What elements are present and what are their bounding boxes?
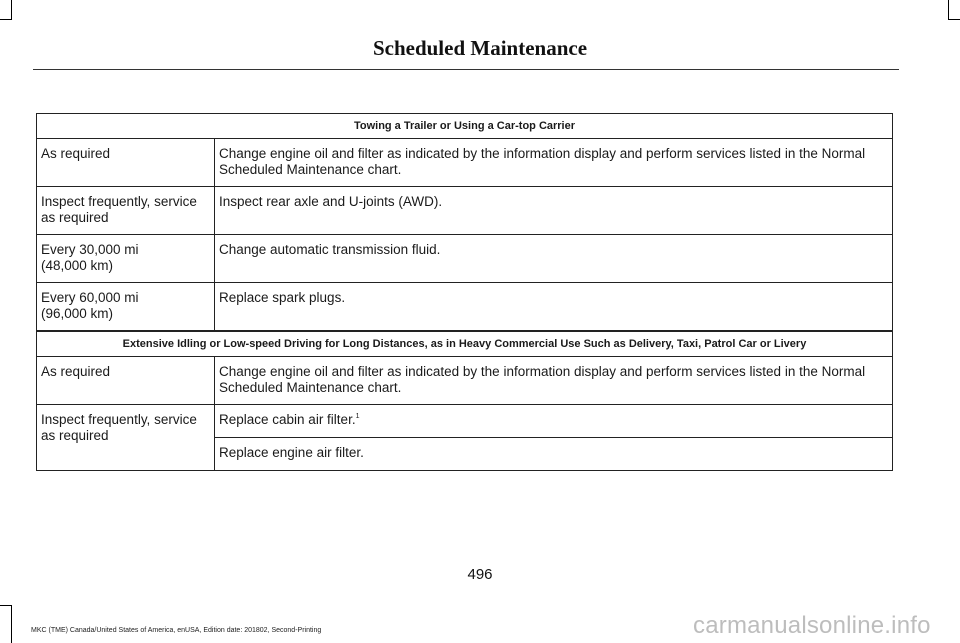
crop-mark-bottom-left-horizontal <box>0 605 12 606</box>
table-header-row <box>37 114 893 139</box>
crop-mark-top-right-vertical <box>948 0 949 20</box>
table-row <box>37 357 893 405</box>
watermark: carmanualsonline.info <box>693 612 931 639</box>
service-cell: Change engine oil and filter as indicated by the information display and perform services listed in the Normal Scheduled Maintenance chart. <box>215 357 893 405</box>
service-cell: Change automatic transmission fluid. <box>215 235 893 283</box>
footnote-marker: 1 <box>355 413 360 420</box>
interval-cell: As required <box>37 139 215 187</box>
edition-info: MKC (TME) Canada/United States of America, enUSA, Edition date: 201802, Second-Printing <box>31 627 322 634</box>
table-row <box>37 283 893 331</box>
interval-miles: Every 60,000 mi <box>41 290 139 305</box>
interval-kilometers: (48,000 km) <box>41 258 114 273</box>
service-cell <box>215 405 893 438</box>
service-cell: Change engine oil and filter as indicated by the information display and perform services listed in the Normal Scheduled Maintenance chart. <box>215 139 893 187</box>
idling-maintenance-table <box>36 331 893 471</box>
interval-kilometers: (96,000 km) <box>41 306 114 321</box>
crop-mark-bottom-left-vertical <box>11 605 12 643</box>
interval-cell: Inspect frequently, service as required <box>37 187 215 235</box>
page-title: Scheduled Maintenance <box>372 36 588 60</box>
table-header: Extensive Idling or Low-speed Driving for Long Distances, as in Heavy Commercial Use Such as Delivery, Taxi, Patrol Car or Livery <box>37 332 893 357</box>
table-row <box>37 235 893 283</box>
title-divider <box>33 69 899 70</box>
table-row <box>37 405 893 438</box>
interval-cell: As required <box>37 357 215 405</box>
table-header: Towing a Trailer or Using a Car-top Carrier <box>37 114 893 139</box>
service-cell: Inspect rear axle and U-joints (AWD). <box>215 187 893 235</box>
interval-miles: Every 30,000 mi <box>41 242 139 257</box>
crop-mark-top-left-horizontal <box>0 19 12 20</box>
interval-cell <box>37 283 215 331</box>
service-cell: Replace engine air filter. <box>215 438 893 471</box>
towing-maintenance-table <box>36 113 893 331</box>
table-header-row <box>37 332 893 357</box>
table-row <box>37 139 893 187</box>
crop-mark-top-right-horizontal <box>948 19 960 20</box>
service-text: Replace cabin air filter. <box>219 412 356 427</box>
interval-cell <box>37 235 215 283</box>
page-number: 496 <box>467 566 493 583</box>
crop-mark-top-left-vertical <box>11 0 12 20</box>
interval-cell: Inspect frequently, service as required <box>37 405 215 471</box>
service-cell: Replace spark plugs. <box>215 283 893 331</box>
table-row <box>37 187 893 235</box>
